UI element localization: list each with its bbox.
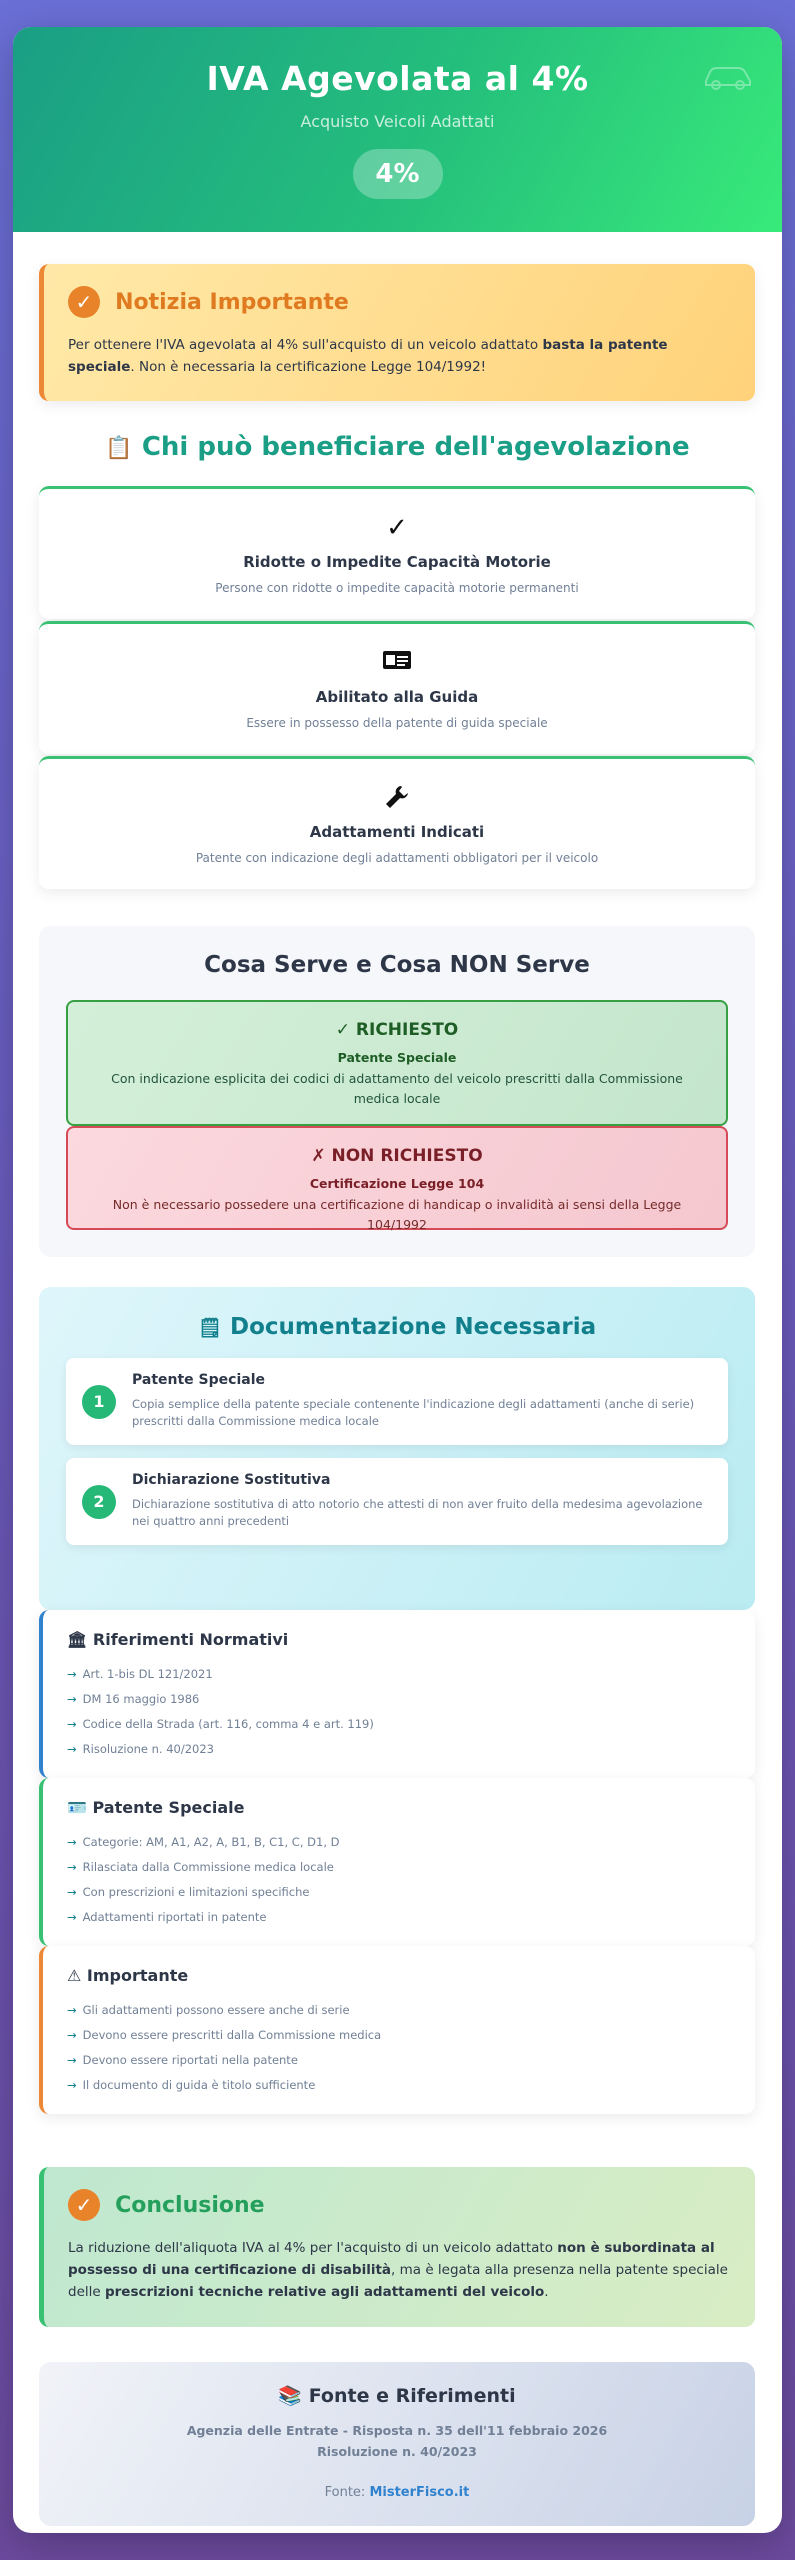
source-fonte: Fonte: MisterFisco.it (324, 2485, 470, 2500)
check-circle-icon: ✓ (68, 2189, 100, 2221)
doc-card (66, 1358, 728, 1445)
source-line: Risoluzione n. 40/2023 (317, 2444, 477, 2459)
id-card-icon (39, 648, 755, 678)
required-text: Con indicazione esplicita dei codici di adattamento del veicolo prescritti dalla Commissione medica locale (111, 1071, 683, 1106)
references-title: 🏛 Riferimenti Normativi (67, 1630, 289, 1649)
page-subtitle: Acquisto Veicoli Adattati (300, 112, 495, 131)
required-heading: ✓ RICHIESTO (335, 1020, 459, 1040)
list-item: → Con prescrizioni e limitazioni specifiche (67, 1885, 310, 1899)
warning-icon: ⚠ (67, 1966, 82, 1985)
list-item: → Devono essere prescritti dalla Commissione medica (67, 2028, 382, 2042)
source-link[interactable]: MisterFisco.it (369, 2485, 470, 2500)
license-icon: 🪪 (67, 1798, 87, 1817)
required-subtitle: Patente Speciale (337, 1050, 457, 1065)
beneficiaries-title: 📋 Chi può beneficiare dell'agevolazione (105, 432, 690, 462)
list-item: → Gli adattamenti possono essere anche di serie (67, 2003, 350, 2017)
notice-text: Per ottenere l'IVA agevolata al 4% sull'acquisto di un veicolo adattato basta la patente speciale. Non è necessaria la certificazione Legge 104/1992! (68, 337, 668, 375)
list-item: → DM 16 maggio 1986 (67, 1692, 200, 1706)
rate-badge: 4% (353, 149, 443, 199)
doc-text: Copia semplice della patente speciale contenente l'indicazione degli adattamenti (anche di serie) prescritti dalla Commissione medica locale (132, 1397, 695, 1428)
docs-title: 🗒 Documentazione Necessaria (197, 1314, 597, 1340)
benefit-desc: Persone con ridotte o impedite capacità motorie permanenti (215, 581, 579, 595)
notice-title: Notizia Importante (115, 289, 349, 315)
important-card (39, 1946, 755, 2114)
list-item: → Devono essere riportati nella patente (67, 2053, 298, 2067)
list-item: → Categorie: AM, A1, A2, A, B1, B, C1, C, D1, D (67, 1835, 340, 1849)
doc-card (66, 1458, 728, 1545)
clipboard-icon: 📋 (105, 436, 133, 461)
important-notice (39, 264, 755, 401)
step-number: 2 (82, 1485, 116, 1519)
list-item: → Risoluzione n. 40/2023 (67, 1742, 214, 1756)
references-card (39, 1610, 755, 1778)
bank-icon: 🏛 (67, 1630, 88, 1649)
checkmark-icon: ✓ (386, 513, 408, 543)
benefit-desc: Essere in possesso della patente di guida speciale (246, 716, 548, 730)
license-title: 🪪 Patente Speciale (67, 1798, 245, 1817)
car-icon (702, 61, 754, 95)
list-item: → Art. 1-bis DL 121/2021 (67, 1667, 213, 1681)
license-card (39, 1778, 755, 1946)
benefit-title: Ridotte o Impedite Capacità Motorie (243, 553, 551, 571)
page-title: IVA Agevolata al 4% (206, 59, 589, 98)
hero-header (13, 27, 782, 232)
books-icon: 📚 (278, 2385, 303, 2407)
doc-title: Dichiarazione Sostitutiva (132, 1472, 331, 1488)
source-line: Agenzia delle Entrate - Risposta n. 35 dell'11 febbraio 2026 (186, 2423, 608, 2438)
wrench-icon (39, 783, 755, 813)
docs-section (39, 1287, 755, 1610)
step-number: 1 (82, 1385, 116, 1419)
document-icon: 🗒 (197, 1317, 222, 1339)
conclusion-box (39, 2167, 755, 2327)
not-required-box (66, 1126, 728, 1230)
benefit-title: Adattamenti Indicati (309, 823, 485, 841)
conclusion-text: La riduzione dell'aliquota IVA al 4% per l'acquisto di un veicolo adattato non è subordinata al possesso di una certificazione di disabilità, ma è legata alla presenza nella patente speciale delle prescrizioni tecniche relative agli adattamenti del veicolo. (68, 2240, 728, 2300)
page-card (13, 27, 782, 2533)
check-circle-icon: ✓ (68, 286, 100, 318)
required-box (66, 1000, 728, 1126)
source-title: 📚 Fonte e Riferimenti (278, 2385, 516, 2407)
doc-text: Dichiarazione sostitutiva di atto notorio che attesti di non aver fruito della medesima agevolazione nei quattro anni precedenti (132, 1497, 703, 1528)
benefit-title: Abilitato alla Guida (315, 688, 479, 706)
not-required-text: Non è necessario possedere una certificazione di handicap o invalidità ai sensi della Legge 104/1992 (112, 1197, 682, 1232)
doc-title: Patente Speciale (132, 1372, 265, 1388)
benefit-card (39, 486, 755, 619)
list-item: → Codice della Strada (art. 116, comma 4 e art. 119) (67, 1717, 374, 1731)
compare-title: Cosa Serve e Cosa NON Serve (204, 952, 590, 978)
not-required-subtitle: Certificazione Legge 104 (309, 1176, 485, 1191)
benefit-card (39, 621, 755, 754)
source-section (39, 2362, 755, 2526)
not-required-heading: ✗ NON RICHIESTO (311, 1146, 483, 1166)
important-title: ⚠ Importante (67, 1966, 189, 1985)
benefit-desc: Patente con indicazione degli adattamenti obbligatori per il veicolo (195, 851, 599, 865)
list-item: → Il documento di guida è titolo sufficiente (67, 2078, 316, 2092)
compare-section (39, 926, 755, 1257)
conclusion-title: Conclusione (115, 2192, 265, 2218)
list-item: → Adattamenti riportati in patente (67, 1910, 267, 1924)
list-item: → Rilasciata dalla Commissione medica locale (67, 1860, 334, 1874)
benefit-card (39, 756, 755, 889)
